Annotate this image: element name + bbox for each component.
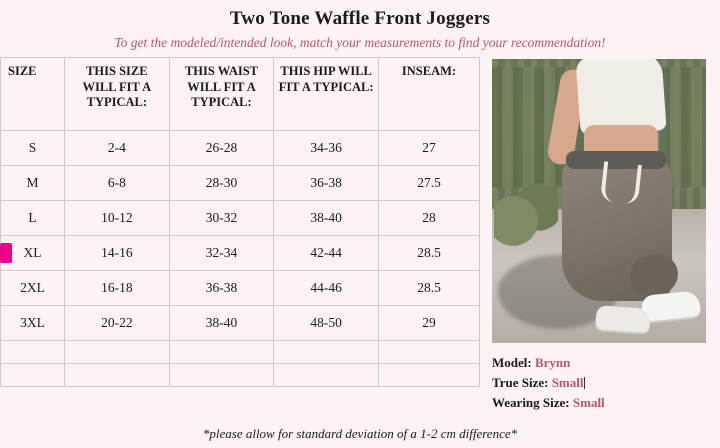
- table-row: [1, 306, 480, 341]
- footer-note: *please allow for standard deviation of a 1-2 cm difference*: [202, 426, 518, 441]
- cell-size: 2XL: [1, 271, 65, 306]
- cell-size-fit: 16-18: [65, 271, 170, 306]
- cell-size: L: [1, 201, 65, 236]
- cell-empty: [274, 341, 379, 364]
- column-header-inseam: INSEAM:: [379, 58, 480, 131]
- column-header-waist: THIS WAIST WILL FIT A TYPICAL:: [169, 58, 274, 131]
- cell-waist: 36-38: [169, 271, 274, 306]
- cell-size-fit: 6-8: [65, 166, 170, 201]
- cell-empty: [1, 364, 65, 387]
- cell-waist: 30-32: [169, 201, 274, 236]
- table-row: [1, 131, 480, 166]
- true-size-value: Small: [551, 375, 584, 391]
- cell-size-label: XL: [23, 245, 42, 260]
- table-row-highlighted: [1, 236, 480, 271]
- row-highlight-marker: [0, 243, 12, 263]
- model-name-line: [492, 353, 720, 373]
- cell-size: M: [1, 166, 65, 201]
- photo-joggers-drawstring: [600, 161, 642, 205]
- cell-hip: 38-40: [274, 201, 379, 236]
- cell-hip: 34-36: [274, 131, 379, 166]
- cell-waist: 26-28: [169, 131, 274, 166]
- table-row: [1, 201, 480, 236]
- table-row-empty: [1, 341, 480, 364]
- size-table-container: [0, 57, 480, 387]
- model-details: [492, 343, 720, 413]
- cell-waist: 28-30: [169, 166, 274, 201]
- cell-size: S: [1, 131, 65, 166]
- cell-hip: 48-50: [274, 306, 379, 341]
- table-header-row: [1, 58, 480, 131]
- cell-size: [1, 236, 65, 271]
- cell-hip: 42-44: [274, 236, 379, 271]
- cell-empty: [379, 364, 480, 387]
- cell-inseam: 28: [379, 201, 480, 236]
- photo-model-shoe-left: [595, 305, 651, 333]
- cell-inseam: 28.5: [379, 271, 480, 306]
- table-header: [1, 58, 480, 131]
- cell-inseam: 27: [379, 131, 480, 166]
- content-area: [0, 57, 720, 413]
- wearing-size-value: Small: [572, 395, 605, 411]
- table-body: [1, 131, 480, 387]
- table-row-empty: [1, 364, 480, 387]
- column-header-size-fit: THIS SIZE WILL FIT A TYPICAL:: [65, 58, 170, 131]
- cell-size-fit: 2-4: [65, 131, 170, 166]
- cell-size-fit: 10-12: [65, 201, 170, 236]
- cell-inseam: 29: [379, 306, 480, 341]
- cell-size-fit: 14-16: [65, 236, 170, 271]
- column-header-hip: THIS HIP WILL FIT A TYPICAL:: [274, 58, 379, 131]
- cell-empty: [65, 364, 170, 387]
- cell-size: 3XL: [1, 306, 65, 341]
- wearing-size-label: Wearing Size:: [492, 395, 570, 411]
- cell-size-fit: 20-22: [65, 306, 170, 341]
- cell-empty: [65, 341, 170, 364]
- column-header-size: SIZE: [1, 58, 65, 131]
- model-name-value: Brynn: [534, 355, 571, 370]
- cell-waist: 32-34: [169, 236, 274, 271]
- true-size-line: [492, 373, 720, 393]
- page-subtitle: To get the modeled/intended look, match your measurements to find your recommendation!: [114, 35, 606, 50]
- cell-waist: 38-40: [169, 306, 274, 341]
- table-row: [1, 271, 480, 306]
- cell-hip: 44-46: [274, 271, 379, 306]
- cell-empty: [169, 364, 274, 387]
- cell-hip: 36-38: [274, 166, 379, 201]
- photo-plant: [494, 179, 558, 249]
- table-row: [1, 166, 480, 201]
- wearing-size-line: [492, 393, 720, 413]
- model-panel: [480, 57, 720, 413]
- cell-empty: [274, 364, 379, 387]
- page-title: Two Tone Waffle Front Joggers: [229, 8, 491, 29]
- text-cursor: [584, 377, 585, 389]
- model-name-label: Model:: [492, 355, 532, 370]
- true-size-label: True Size:: [492, 375, 549, 391]
- cell-inseam: 28.5: [379, 236, 480, 271]
- cell-empty: [1, 341, 65, 364]
- model-photo: [492, 59, 706, 343]
- size-table: [0, 57, 480, 387]
- cell-inseam: 27.5: [379, 166, 480, 201]
- cell-empty: [379, 341, 480, 364]
- cell-empty: [169, 341, 274, 364]
